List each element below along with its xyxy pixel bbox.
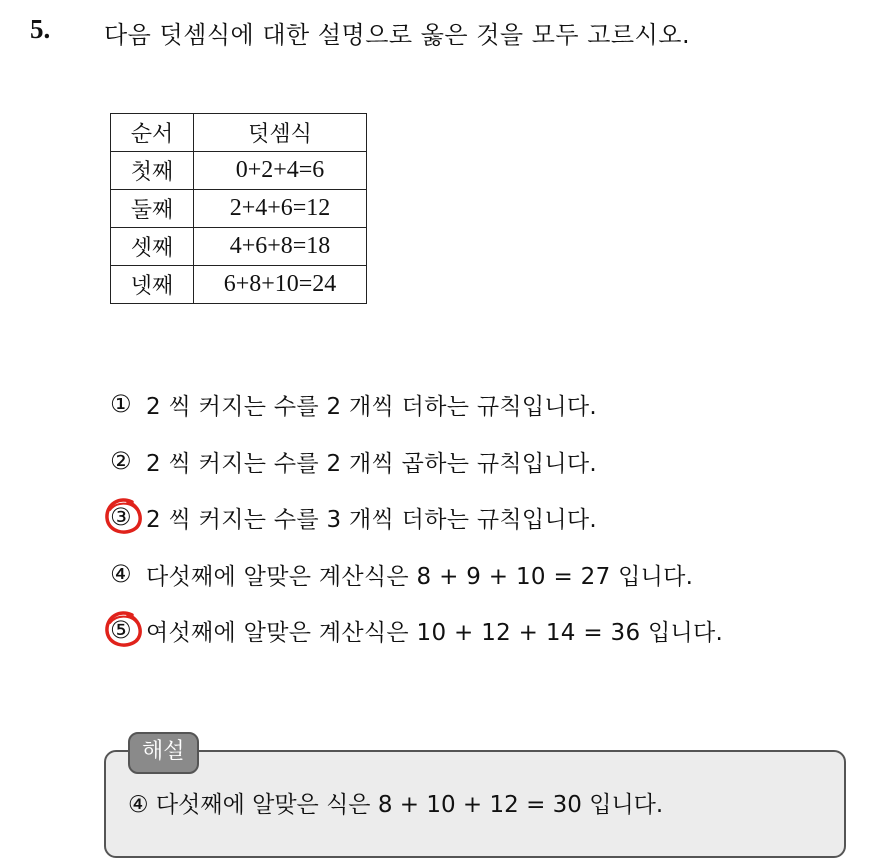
option-text: 2 씩 커지는 수를 2 개씩 더하는 규칙입니다. bbox=[146, 393, 598, 420]
answer-circle-mark-3 bbox=[102, 496, 144, 538]
question-text: 다음 덧셈식에 대한 설명으로 옳은 것을 모두 고르시오. bbox=[104, 21, 691, 49]
table-header-order: 순서 bbox=[111, 114, 194, 152]
table-cell-label: 셋째 bbox=[111, 228, 194, 266]
table-row bbox=[111, 266, 367, 304]
option-number: ④ bbox=[110, 560, 132, 588]
option-1[interactable] bbox=[110, 384, 597, 424]
option-text: 여섯째에 알맞은 계산식은 10 + 12 + 14 = 36 입니다. bbox=[146, 619, 724, 646]
table-row bbox=[111, 190, 367, 228]
option-number: ② bbox=[110, 447, 132, 475]
table-row bbox=[111, 152, 367, 190]
option-text: 2 씩 커지는 수를 2 개씩 곱하는 규칙입니다. bbox=[146, 450, 598, 477]
option-5[interactable] bbox=[110, 610, 723, 650]
explanation-tag: 해설 bbox=[128, 732, 199, 774]
question-number: 5. bbox=[30, 14, 51, 44]
option-4[interactable] bbox=[110, 554, 693, 594]
table-header-expression: 덧셈식 bbox=[194, 114, 367, 152]
table-cell-expression: 2+4+6=12 bbox=[194, 190, 367, 228]
option-number: ③ bbox=[110, 503, 132, 531]
table-cell-label: 첫째 bbox=[111, 152, 194, 190]
table-cell-expression: 0+2+4=6 bbox=[194, 152, 367, 190]
option-number: ⑤ bbox=[110, 616, 132, 644]
sequence-table bbox=[110, 113, 367, 304]
table-cell-label: 둘째 bbox=[111, 190, 194, 228]
table-cell-expression: 6+8+10=24 bbox=[194, 266, 367, 304]
option-text: 2 씩 커지는 수를 3 개씩 더하는 규칙입니다. bbox=[146, 506, 598, 533]
option-text: 다섯째에 알맞은 계산식은 8 + 9 + 10 = 27 입니다. bbox=[146, 563, 694, 590]
option-number: ① bbox=[110, 390, 132, 418]
table-header-row bbox=[111, 114, 367, 152]
explanation-text: ④ 다섯째에 알맞은 식은 8 + 10 + 12 = 30 입니다. bbox=[128, 792, 664, 818]
table-cell-label: 넷째 bbox=[111, 266, 194, 304]
option-2[interactable] bbox=[110, 441, 597, 481]
option-3[interactable] bbox=[110, 497, 597, 537]
answer-circle-mark-5 bbox=[102, 609, 144, 651]
table-row bbox=[111, 228, 367, 266]
table-cell-expression: 4+6+8=18 bbox=[194, 228, 367, 266]
